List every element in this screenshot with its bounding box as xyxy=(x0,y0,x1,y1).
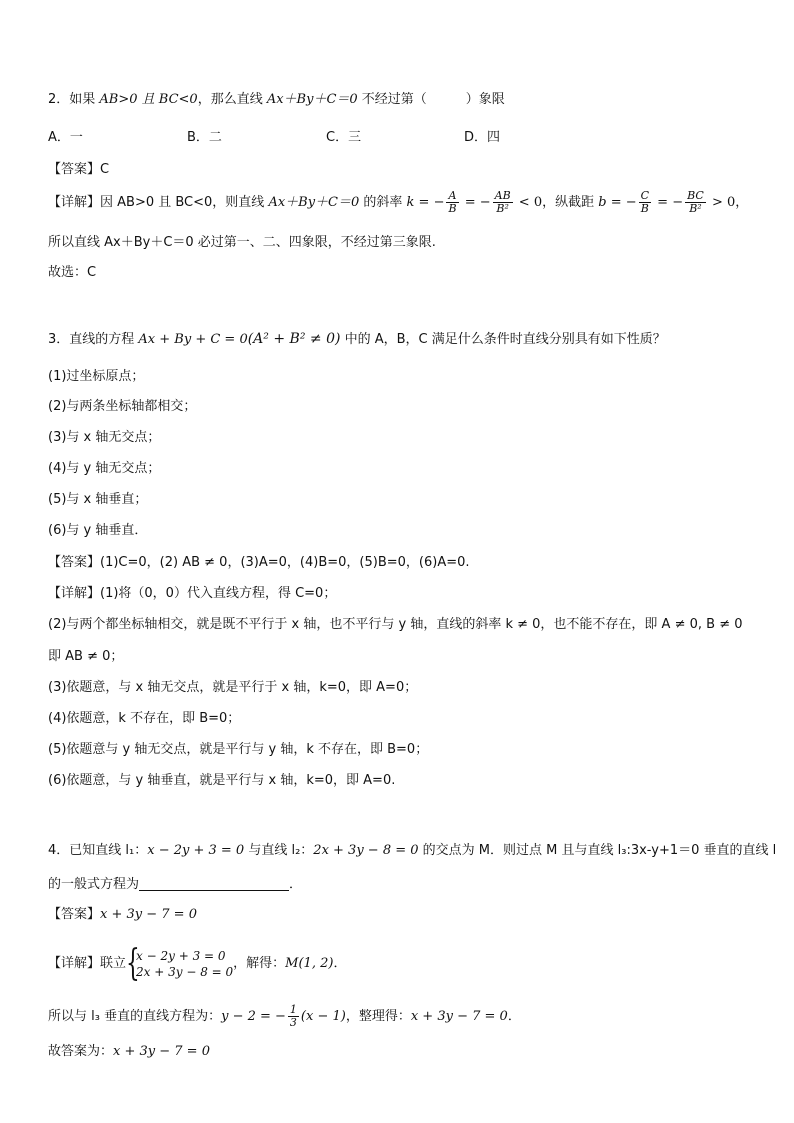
q4-perp-end: ． xyxy=(507,1009,521,1024)
q2-detail-text: 【详解】因 AB>0 且 BC<0，则直线 xyxy=(48,195,269,210)
q3-item-5: (5)与 x 轴垂直； xyxy=(48,492,148,507)
q2-option-c: C．三 xyxy=(326,130,362,145)
q2-detail-slope-label: 的斜率 xyxy=(359,195,407,210)
q3-item-2: (2)与两条坐标轴都相交； xyxy=(48,399,197,414)
q2-stem xyxy=(48,91,505,109)
q2-int-mid: = − xyxy=(653,195,684,210)
q4-perp-result: x + 3y − 7 = 0 xyxy=(410,1009,508,1024)
q2-int-lhs: b = − xyxy=(598,195,637,210)
q4-perp-lhs: y − 2 = − xyxy=(221,1009,286,1024)
q4-stem-text-4: 的一般式方程为 xyxy=(48,877,140,892)
q4-line-2: 2x + 3y − 8 = 0 xyxy=(313,843,419,858)
q4-system-eq-1: x − 2y + 3 = 0 xyxy=(136,948,226,963)
q2-int-tail: > 0， xyxy=(707,195,749,210)
q4-stem xyxy=(48,842,776,860)
q2-option-b: B．二 xyxy=(187,130,222,145)
q3-stem xyxy=(48,330,666,349)
q2-stem-text-2: ，那么直线 xyxy=(197,92,267,107)
q4-final xyxy=(48,1043,210,1061)
q2-stem-text: 2．如果 xyxy=(48,92,100,107)
q4-perp-text: 所以与 l₃ 垂直的直线方程为： xyxy=(48,1009,222,1024)
q3-stem-text-2: 中的 A，B，C 满足什么条件时直线分别具有如下性质？ xyxy=(340,332,666,347)
q2-option-a: A．一 xyxy=(48,130,83,145)
q4-perp-text-2: ，整理得： xyxy=(345,1009,411,1024)
q3-answer: 【答案】(1)C=0，(2) AB ≠ 0，(3)A=0，(4)B=0，(5)B=0，(6)A=0. xyxy=(48,555,470,570)
q4-stem-text: 4．已知直线 l₁： xyxy=(48,843,148,858)
q3-equation: Ax + By + C = 0 xyxy=(138,332,248,347)
q4-answer xyxy=(48,906,197,924)
q4-answer-label: 【答案】 xyxy=(48,907,101,922)
q4-answer-equation: x + 3y − 7 = 0 xyxy=(100,907,197,922)
q3-detail-5: (4)依题意，k 不存在，即 B=0； xyxy=(48,711,241,726)
q2-stem-text-3: 不经过第（ ）象限 xyxy=(357,92,505,107)
q4-system-eq-2: 2x + 3y − 8 = 0 xyxy=(136,964,234,979)
q2-slope-frac-1: $\frac{A}{B}$ xyxy=(448,189,457,215)
q2-slope-mid: = − xyxy=(460,195,491,210)
q2-detail-line: Ax＋By＋C＝0 xyxy=(268,195,360,210)
q2-int-frac-2: $\frac{BC}{\text{B²}}$ xyxy=(687,189,704,215)
q3-item-6: (6)与 y 轴垂直． xyxy=(48,523,148,538)
q4-stem-second-line xyxy=(48,876,302,894)
q3-detail-6: (5)依题意与 y 轴无交点，就是平行与 y 轴，k 不存在，即 B=0； xyxy=(48,742,429,757)
q3-detail-7: (6)依题意，与 y 轴垂直，就是平行与 x 轴，k=0，即 A=0. xyxy=(48,773,396,788)
q2-detail-line-2: 所以直线 Ax＋By＋C＝0 必过第一、二、四象限，不经过第三象限. xyxy=(48,235,436,250)
q2-line-equation: Ax＋By＋C＝0 xyxy=(266,92,358,107)
q2-condition: AB>0 且 BC<0 xyxy=(99,92,198,107)
q3-condition: (A² + B² ≠ 0) xyxy=(247,331,341,347)
q3-detail-3: 即 AB ≠ 0； xyxy=(48,649,124,664)
q4-equation-system xyxy=(126,942,234,984)
q2-choose: 故选：C xyxy=(48,265,97,280)
q4-perpendicular xyxy=(48,1002,521,1032)
q4-detail-label: 【详解】联立 xyxy=(48,956,127,971)
q3-detail-1: 【详解】(1)将（0，0）代入直线方程，得 C=0； xyxy=(48,586,337,601)
q3-item-1: (1)过坐标原点； xyxy=(48,369,145,384)
q2-detail xyxy=(48,190,748,216)
q4-final-label: 故答案为： xyxy=(48,1044,114,1059)
q4-perp-frac: $\frac{1}{3}$ xyxy=(289,1003,297,1029)
q4-solve-point: M(1, 2) xyxy=(285,956,334,971)
q4-stem-end: ． xyxy=(289,877,303,892)
q2-answer: 【答案】C xyxy=(48,162,110,177)
q4-perp-rhs: (x − 1) xyxy=(300,1009,346,1024)
q2-slope-frac-2: $\frac{AB}{\text{B²}}$ xyxy=(494,189,511,215)
q4-answer-blank[interactable] xyxy=(139,876,289,891)
q4-final-equation: x + 3y − 7 = 0 xyxy=(113,1044,210,1059)
q2-intercept-label: ，纵截距 xyxy=(542,195,599,210)
q2-slope-lhs: k = − xyxy=(406,195,445,210)
q2-option-d: D．四 xyxy=(464,130,501,145)
q4-stem-text-2: 与直线 l₂： xyxy=(244,843,314,858)
q4-detail xyxy=(48,942,347,984)
brace-icon: { xyxy=(126,942,140,984)
q3-item-4: (4)与 y 轴无交点； xyxy=(48,461,161,476)
q4-solve-text: ，解得： xyxy=(233,956,286,971)
q4-line-1: x − 2y + 3 = 0 xyxy=(147,843,245,858)
q4-stem-text-3: 的交点为 M．则过点 M 且与直线 l₃:3x-y+1＝0 垂直的直线 l xyxy=(418,843,777,858)
q3-detail-2: (2)与两个都坐标轴相交，就是既不平行于 x 轴，也不平行与 y 轴，直线的斜率 k ≠ 0，也不能不存在，即 A ≠ 0, B ≠ 0 xyxy=(48,617,743,632)
q2-slope-tail: < 0 xyxy=(514,195,543,210)
q2-int-frac-1: $\frac{C}{B}$ xyxy=(640,189,650,215)
q3-detail-4: (3)依题意，与 x 轴无交点，就是平行于 x 轴，k=0，即 A=0； xyxy=(48,680,418,695)
q3-stem-text: 3．直线的方程 xyxy=(48,332,139,347)
q4-solve-end: ． xyxy=(333,956,347,971)
q3-item-3: (3)与 x 轴无交点； xyxy=(48,430,161,445)
